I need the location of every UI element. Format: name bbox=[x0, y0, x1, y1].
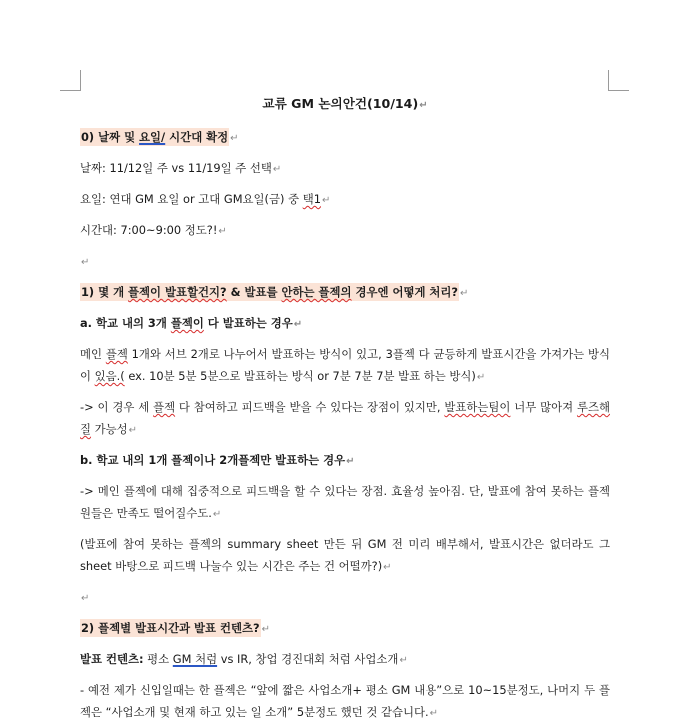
section-2-paragraph-1: - 예전 제가 신입일때는 한 플젝은 “앞에 짧은 사업소개+ 평소 GM 내용”으로 10~15분정도, 나머지 두 플젝은 “사업소개 및 현재 하고 있는 일 소개” 5분정도 했던 것 같습니다.↵ bbox=[80, 683, 610, 719]
subsection-b-paragraph-1: -> 메인 플젝에 대해 집중적으로 피드백을 할 수 있다는 장점. 효율성 높아짐. 단, 발표에 참여 못하는 플젝원들은 만족도 떨어질수도.↵ bbox=[80, 484, 610, 520]
day-line: 요일: 연대 GM 요일 or 고대 GM요일(금) 중 택1↵ bbox=[80, 192, 331, 206]
subsection-b-heading: b. 학교 내의 1개 플젝이나 2개플젝만 발표하는 경우↵ bbox=[80, 453, 355, 467]
time-line: 시간대: 7:00~9:00 정도?!↵ bbox=[80, 223, 227, 237]
subsection-a-paragraph-2: -> 이 경우 세 플젝 다 참여하고 피드백을 받을 수 있다는 장점이 있지만, 발표하는팀이 너무 많아져 루즈해질 가능성↵ bbox=[80, 400, 610, 436]
paragraph-mark-icon: ↵ bbox=[419, 100, 428, 111]
content-line: 발표 컨텐츠: 평소 GM 처럼 vs IR, 창업 경진대회 처럼 사업소개↵ bbox=[80, 652, 408, 666]
crop-mark-right bbox=[608, 70, 629, 91]
subsection-a-heading: a. 학교 내의 3개 플젝이 다 발표하는 경우↵ bbox=[80, 316, 303, 330]
section-0-heading: 0) 날짜 및 요일/ 시간대 확정 ↵ bbox=[81, 130, 239, 144]
date-line: 날짜: 11/12일 주 vs 11/19일 주 선택↵ bbox=[80, 161, 282, 175]
empty-paragraph: ↵ bbox=[81, 593, 90, 604]
section-1-heading: 1) 몇 개 플젝이 발표할건지? & 발표를 안하는 플젝의 경우엔 어떻게 처리? ↵ bbox=[81, 285, 469, 299]
subsection-a-paragraph-1: 메인 플젝 1개와 서브 2개로 나누어서 발표하는 방식이 있고, 3플젝 다 균등하게 발표시간을 가져가는 방식이 있음.( ex. 10분 5분 5분으로 발표하는 방식 or 7분 7분 7분 발표 하는 방식)↵ bbox=[80, 347, 610, 383]
empty-paragraph: ↵ bbox=[81, 257, 90, 268]
doc-title: 교류 GM 논의안건(10/14)↵ bbox=[262, 96, 428, 111]
section-2-heading: 2) 플젝별 발표시간과 발표 컨텐츠? ↵ bbox=[81, 621, 271, 635]
crop-mark-left bbox=[60, 70, 81, 91]
subsection-b-paragraph-2: (발표에 참여 못하는 플젝의 summary sheet 만든 뒤 GM 전 미리 배부해서, 발표시간은 없더라도 그 sheet 바탕으로 피드백 나눌수 있는 시간은 주는 건 어떨까?)↵ bbox=[80, 537, 610, 573]
